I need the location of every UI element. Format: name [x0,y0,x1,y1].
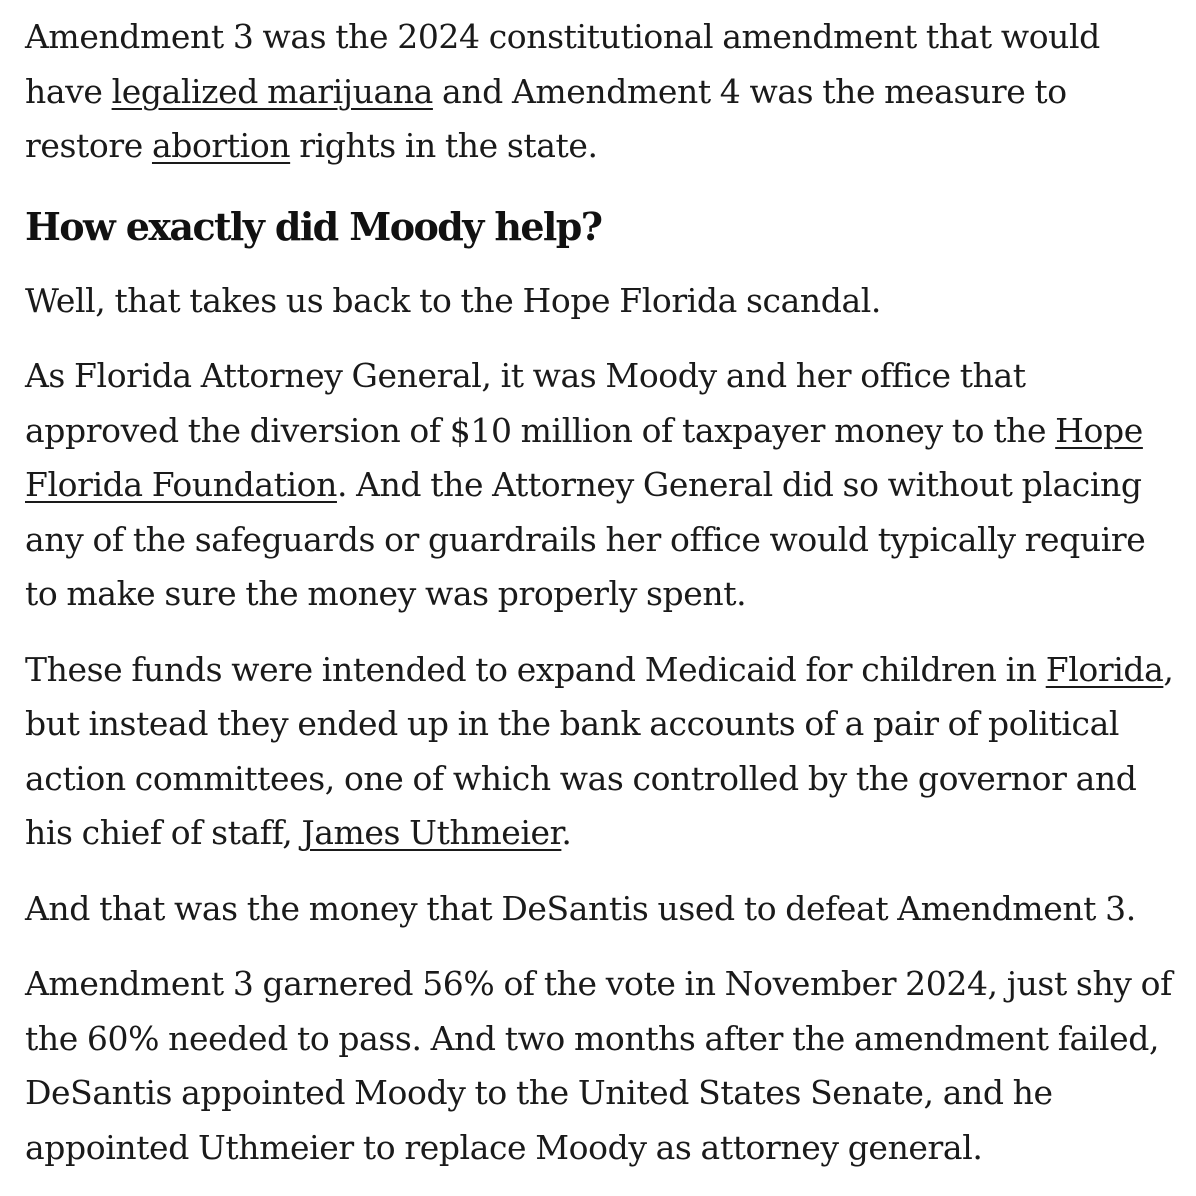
paragraph-medicaid-funds [25,643,1175,861]
paragraph-text: . And the Attorney General did so without placing any of the safeguards or guardrails her office would typically require to make sure the money was properly spent. [25,465,1146,613]
paragraph-desantis-money: And that was the money that DeSantis used to defeat Amendment 3. [25,888,1136,928]
paragraph-attorney-general [25,349,1175,622]
section-heading: How exactly did Moody help? [25,203,602,249]
paragraph-amendments [25,10,1175,174]
paragraph-hope-florida-intro: Well, that takes us back to the Hope Florida scandal. [25,280,881,320]
article-body [25,10,1175,1196]
link-abortion[interactable]: abortion [151,126,291,165]
link-florida[interactable]: Florida [1045,649,1164,689]
paragraph-text: . [561,813,572,852]
paragraph-text: These funds were intended to expand Medicaid for children in [25,649,1046,689]
link-legalized-marijuana[interactable]: legalized marijuana [111,71,433,111]
paragraph-amendment-result: Amendment 3 garnered 56% of the vote in November 2024, just shy of the 60% needed to pass. And two months after the amendment failed, DeSantis appointed Moody to the United States Senate, and he appointed Uthmeier to replace Moody as attorney general. [25,964,1172,1167]
paragraph-text: rights in the state. [290,126,598,165]
paragraph-text: Amendment 3 was the 2024 constitutional amendment that would have [25,17,1100,111]
paragraph-text: As Florida Attorney General, it was Moody and her office that approved the diversion of $10 million of taxpayer money to the [25,356,1056,450]
paragraph-text: and Amendment 4 was the measure to restore [25,71,1067,165]
paragraph-text: , but instead they ended up in the bank accounts of a pair of political action committees, one of which was controlled by the governor and his chief of staff, [25,649,1174,852]
link-hope-florida-foundation[interactable]: Hope Florida Foundation [25,410,1143,504]
link-james-uthmeier[interactable]: James Uthmeier [301,813,562,852]
